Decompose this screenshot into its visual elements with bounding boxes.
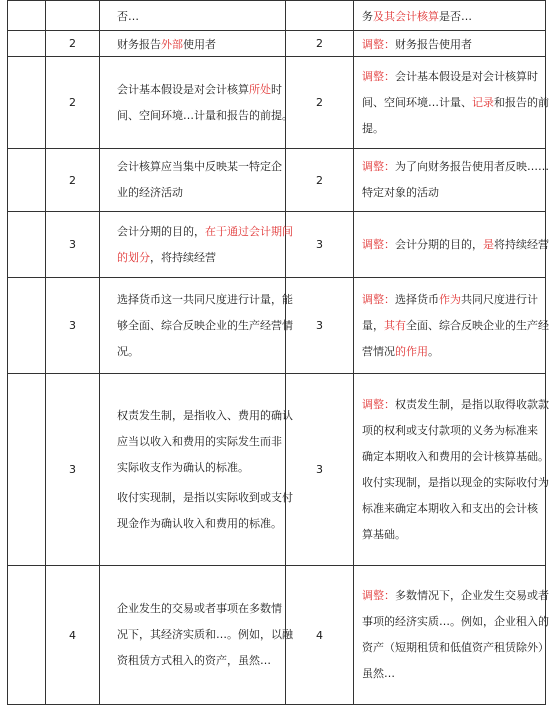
revised-text-cell [354,566,549,705]
text-line: 调整：选择货币作为共同尺度进行计 [362,292,538,306]
text-line: 特定对象的活动 [362,186,439,199]
revised-text-cell [354,31,546,57]
row-gutter [8,278,46,374]
left-page-number [46,1,100,31]
text-line: 会计核算应当集中反映某一特定企 [117,160,282,173]
text-line: 调整：会计基本假设是对会计核算时 [362,69,538,83]
text-line: 提。 [362,121,384,135]
text-line: 实际收支作为确认的标准。 [117,460,249,474]
text-line: 会计基本假设是对会计核算所处时 [117,82,282,96]
text-line: 收付实现制，是指以实际收到或支付 [117,490,293,504]
right-page-number: 3 [286,212,354,278]
text-line: 财务报告外部使用者 [117,37,216,51]
table-row [8,149,546,212]
original-text-cell [100,212,293,278]
text-line: 调整：多数情况下，企业发生交易或者 [362,589,549,602]
table-row [8,566,546,705]
text-line: 企业发生的交易或者事项在多数情 [117,602,282,615]
text-line: 资产（短期租赁和低值资产租赁除外） [362,641,549,654]
text-line: 应当以收入和费用的实际发生而非 [117,434,282,448]
revised-text-cell [354,149,549,212]
text-line: 业的经济活动 [117,186,183,199]
original-text-cell [100,57,293,149]
text-line: 调整：权责发生制，是指以取得收款款 [362,397,549,411]
row-gutter [8,212,46,278]
right-page-number: 2 [286,57,354,149]
revised-text-cell [354,212,549,278]
revised-text-cell [354,57,549,149]
revised-text-cell [354,374,549,566]
right-page-number: 4 [286,566,354,705]
right-page-number [286,1,354,31]
text-line: 权责发生制，是指收入、费用的确认 [117,408,293,422]
text-line: 的划分，将持续经营 [117,250,216,264]
table-row [8,374,546,566]
revised-text-cell [354,278,549,374]
text-line: 调整：会计分期的目的，是将持续经营 [362,237,549,251]
left-page-number: 3 [46,278,100,374]
table-row [8,1,546,31]
left-page-number: 2 [46,31,100,57]
text-line: 确定本期收入和费用的会计核算基础。 [362,449,549,463]
comparison-table [7,0,549,705]
table-row [8,212,546,278]
left-page-number: 2 [46,57,100,149]
row-gutter [8,31,46,57]
row-gutter [8,1,46,31]
text-line: 间、空间环境…计量、记录和报告的前 [362,95,549,109]
text-line: 调整：为了向财务报告使用者反映…… [362,160,549,173]
original-text-cell [100,31,286,57]
left-page-number: 3 [46,212,100,278]
text-line: 营情况的作用。 [362,344,439,358]
right-page-number: 2 [286,31,354,57]
text-line: 标准来确定本期收入和支出的会计核 [362,501,538,515]
text-line: 虽然… [362,667,395,680]
revised-text-cell [354,1,546,31]
text-line: 务及其会计核算是否… [362,9,472,23]
table-row [8,57,546,149]
text-line: 会计分期的目的，在于通过会计期间 [117,224,293,238]
original-text-cell [100,149,286,212]
text-line: 项的权利或支付款项的义务为标准来 [362,423,538,437]
left-page-number: 2 [46,149,100,212]
row-gutter [8,374,46,566]
text-line: 资租赁方式租入的资产，虽然… [117,654,271,667]
row-gutter [8,149,46,212]
left-page-number: 3 [46,374,100,566]
table-row [8,31,546,57]
text-line: 否… [117,9,139,23]
left-page-number: 4 [46,566,100,705]
original-text-cell [100,278,293,374]
text-line: 事项的经济实质…。例如，企业租入的 [362,615,549,628]
text-line: 间、空间环境…计量和报告的前提。 [117,108,293,122]
right-page-number: 3 [286,278,354,374]
text-line: 够全面、综合反映企业的生产经营情 [117,318,293,332]
original-text-cell [100,566,293,705]
right-page-number: 3 [286,374,354,566]
text-line: 调整：财务报告使用者 [362,37,472,51]
text-line: 收付实现制，是指以现金的实际收付为 [362,475,549,489]
row-gutter [8,57,46,149]
right-page-number: 2 [286,149,354,212]
text-line: 现金作为确认收入和费用的标准。 [117,516,282,530]
text-line: 算基础。 [362,527,406,541]
text-line: 况下，其经济实质和…。例如，以融 [117,628,293,641]
text-line: 量，其有全面、综合反映企业的生产经 [362,318,549,332]
table-row [8,278,546,374]
row-gutter [8,566,46,705]
original-text-cell [100,1,286,31]
original-text-cell [100,374,293,566]
text-line: 况。 [117,344,139,358]
text-line: 选择货币这一共同尺度进行计量，能 [117,292,293,306]
